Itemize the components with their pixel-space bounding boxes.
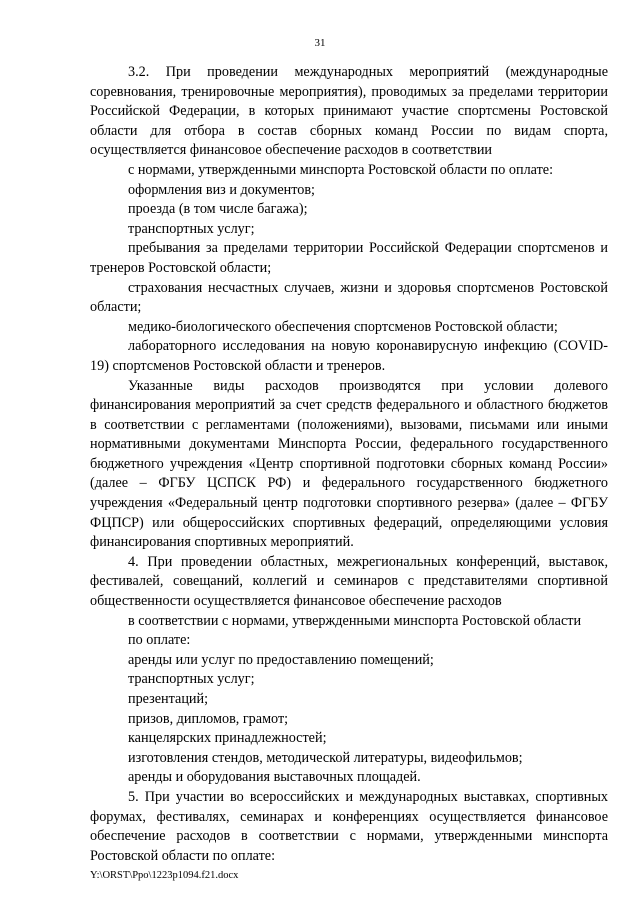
paragraph-4-intro: 4. При проведении областных, межрегиональных конференций, выставок, фестивалей, совещаний, коллегий и семинаров с представителями спортивной общественности осуществляется финансовое обеспечение расходов [90,553,608,610]
footer-file-path: Y:\ORST\Ppo\1223p1094.f21.docx [90,870,239,881]
list-item-medical: медико-биологического обеспечения спортсменов Ростовской области; [128,318,558,335]
list-item-covid-test: лабораторного исследования на новую коронавирусную инфекцию (COVID-19) спортсменов Ростовской области и тренеров. [90,338,608,374]
paragraph-norms-payment: с нормами, утвержденными минспорта Ростовской области по оплате: [128,161,554,178]
list-item-stay-abroad: пребывания за пределами территории Российской Федерации спортсменов и тренеров Ростовской области; [90,240,608,276]
list-item-insurance: страхования несчастных случаев, жизни и здоровья спортсменов Ростовской области; [90,279,608,316]
list-item-presentations: презентаций; [128,691,209,707]
paragraph-cofinancing: Указанные виды расходов производятся при условии долевого финансирования мероприятий за счет средств федерального и областного бюджетов в соответствии с регламентами (положениями), вызовами, письмами или иными нормативными документами Минспорта России, федерального государственного бюджетного учреждения «Центр спортивной подготовки сборных команд России» (далее – ФГБУ ЦСПСК РФ) и федерального государственного бюджетного учреждения «Федеральный центр подготовки спортивного резерва» (далее – ФГБУ ФЦПСР) или общероссийских спортивных федераций, определяющими условия финансирования спортивных мероприятий. [90,377,608,551]
list-item-transport-2: транспортных услуг; [128,671,255,688]
list-item-stationery: канцелярских принадлежностей; [128,730,327,747]
paragraph-4-payment: по оплате: [128,632,191,649]
list-item-prizes: призов, дипломов, грамот; [128,710,289,727]
paragraph-3-2-intro: 3.2. При проведении международных мероприятий (международные соревнования, тренировочные мероприятия), проводимых за пределами территории Российской Федерации, в которых принимают участие спортсмены Ростовской области для отбора в состав сборных команд России по видам спорта, осуществляется финансовое обеспечение расходов в соответствии [90,64,608,159]
list-item-premises: аренды или услуг по предоставлению помещений; [128,651,434,668]
document-body [90,63,608,866]
paragraph-5-intro: 5. При участии во всероссийских и международных выставках, спортивных форумах, фестивалях, семинарах и конференциях осуществляется финансовое обеспечение расходов в соответствии с нормами, утвержденными минспорта Ростовской области по оплате: [90,788,608,864]
page-number: 31 [314,37,326,49]
list-item-travel: проезда (в том числе багажа); [128,201,308,218]
list-item-stands: изготовления стендов, методической литературы, видеофильмов; [128,749,523,766]
list-item-transport: транспортных услуг; [128,220,255,237]
list-item-exhibition-space: аренды и оборудования выставочных площадей. [128,769,421,786]
paragraph-4-norms: в соответствии с нормами, утвержденными минспорта Ростовской области [128,612,582,629]
list-item-visas: оформления виз и документов; [128,181,315,198]
